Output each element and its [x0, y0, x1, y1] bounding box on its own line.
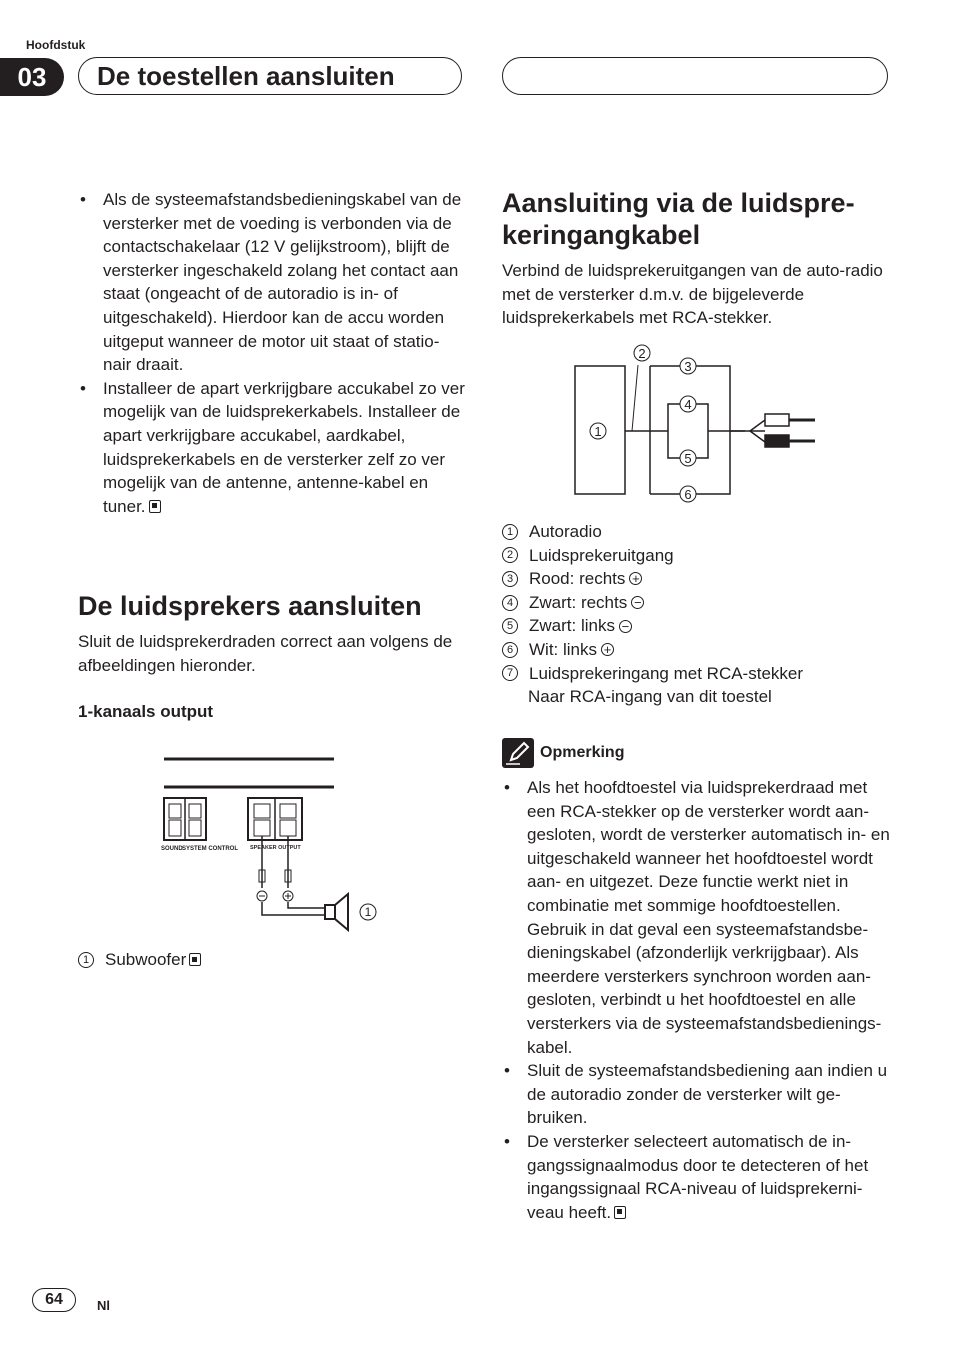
fig2-legend [502, 520, 892, 709]
figure-rca-connection [570, 340, 825, 510]
note-bullets [502, 776, 892, 1224]
label-system-control: SYSTEM CONTROL [182, 846, 239, 852]
plus-icon: + [629, 572, 642, 585]
page-number: 64 [32, 1288, 76, 1312]
callout-1: 1 [364, 905, 372, 919]
label-sound: SOUND [161, 846, 183, 852]
plus-icon: + [601, 643, 614, 656]
language-code: Nl [97, 1298, 110, 1313]
list-item: 5 Zwart: links − [502, 614, 892, 638]
figure-subwoofer-connection [160, 750, 390, 942]
fig2-callout-3: 3 [684, 359, 692, 374]
sub-title-1ch: 1-kanaals output [78, 702, 214, 721]
list-item: • De versterker selecteert automatisch de in-gangssignaalmodus door te detecteren of het ingangssignaal RCA-niveau of luidsprekerni-veau heeft. [502, 1130, 892, 1224]
fig2-callout-2: 2 [638, 346, 646, 361]
fig1-legend-item [78, 948, 201, 972]
chapter-title-box-empty [502, 57, 888, 95]
list-item: 3 Rood: rechts + [502, 567, 892, 591]
legend-text: Subwoofer [105, 950, 187, 969]
minus-icon: − [619, 620, 632, 633]
fig2-callout-1: 1 [594, 424, 602, 439]
note-header [502, 738, 624, 768]
fig2-callout-4: 4 [684, 397, 692, 412]
list-item: • Sluit de systeemafstandsbediening aan indien u de autoradio zonder de versterker wilt ge-bruiken. [502, 1059, 892, 1130]
chapter-title: De toestellen aansluiten [78, 57, 462, 95]
pencil-note-icon [502, 738, 534, 768]
list-item: • Als de systeemafstandsbedieningskabel van de versterker met de voeding is verbonden via de contactschakelaar (12 V gelijkstroom), blijft de versterker ingeschakeld zolang het contact aan staat (ongeacht of de autoradio is in- of uitgeschakeld). Hierdoor kan de accu worden uitgeput wanneer de motor uit staat of statio-nair draait. [78, 188, 466, 377]
list-item: 2 Luidsprekeruitgang [502, 544, 892, 568]
fig2-callout-6: 6 [684, 487, 692, 502]
list-item: 1 Autoradio [502, 520, 892, 544]
left-bullets [78, 188, 466, 518]
section-title-speakers: De luidsprekers aansluiten [78, 591, 422, 621]
label-speaker-output: SPEAKER OUTPUT [250, 845, 301, 851]
end-mark-icon [614, 1206, 626, 1219]
chapter-number: 03 [0, 58, 64, 96]
legend-extra: Naar RCA-ingang van dit toestel [528, 687, 772, 707]
fig2-callout-5: 5 [684, 451, 692, 466]
end-mark-icon [189, 953, 201, 966]
section-title-rca: Aansluiting via de luidspre-keringangkabel [502, 188, 855, 250]
section-body-speakers: Sluit de luidsprekerdraden correct aan volgens de afbeeldingen hieronder. [78, 632, 453, 675]
legend-number: 1 [78, 952, 94, 968]
list-item: 6 Wit: links + [502, 638, 892, 662]
list-item: • Installeer de apart verkrijgbare accukabel zo ver mogelijk van de luidsprekerkabels. Installeer de apart verkrijgbare accukabel, aardkabel, luidsprekerkabels en de versterker zelf zo ver mogelijk van de antenne, antenne-kabel en tuner. [78, 377, 466, 519]
section-body-rca: Verbind de luidsprekeruitgangen van de auto-radio met de versterker d.m.v. de bijgeleverde luidsprekerkabels met RCA-stekker. [502, 261, 883, 328]
chapter-label: Hoofdstuk [26, 38, 86, 52]
note-title: Opmerking [540, 744, 625, 761]
list-item: 7 Luidsprekeringang met RCA-stekker [502, 662, 892, 686]
list-item: 4 Zwart: rechts − [502, 591, 892, 615]
list-item: • Als het hoofdtoestel via luidsprekerdraad met een RCA-stekker op de versterker wordt aan-gesloten, wordt de versterker automatisch in- en uitgeschakeld wanneer het hoofdtoestel wordt aan- en uitgezet. Deze functie werkt niet in combinatie met sommige hoofdtoestellen. Gebruik in dat geval een systeemafstandsbe-dieningskabel (afzonderlijk verkrijgbaar). Als meerdere versterkers synchroon worden aan-gesloten, verbindt u het hoofdtoestel en alle versterkers via de systeemafstandsbedienings-kabel. [502, 776, 892, 1059]
end-mark-icon [149, 500, 161, 513]
minus-icon: − [631, 596, 644, 609]
